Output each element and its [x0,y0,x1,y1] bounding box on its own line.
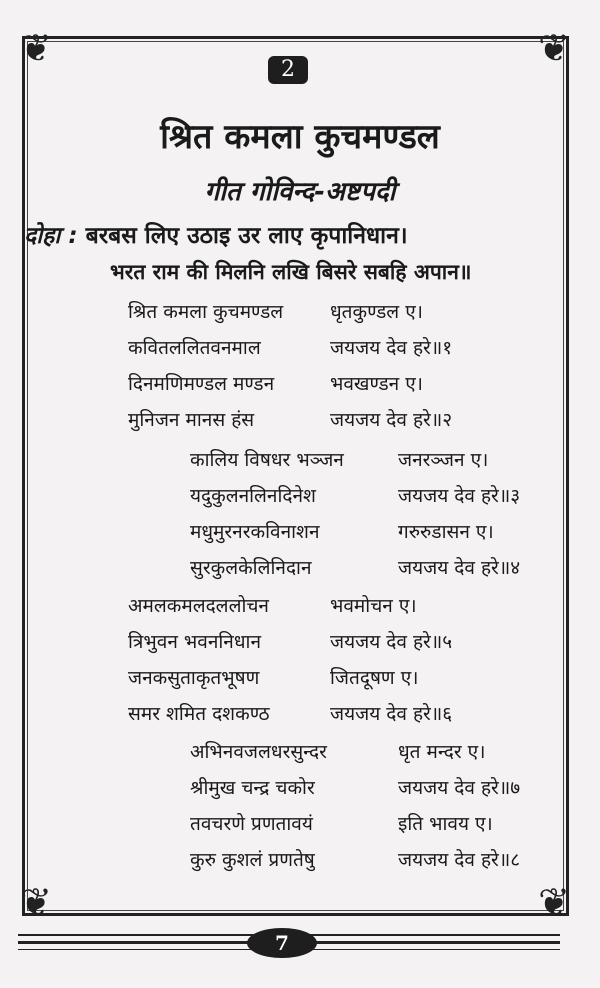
verse-text-right: जयजय देव हरे॥८ [398,849,521,871]
verse-line [190,446,489,472]
verse-line [190,518,494,544]
page-subtitle: गीत गोविन्द-अष्टपदी [204,177,396,207]
verse-text-left: तवचरणे प्रणतावयं [190,813,313,835]
chapter-number-badge: 2 [268,56,308,84]
floral-corner-icon: ❦ [20,26,52,70]
verse-line [128,700,453,726]
verse-text-left: अमलकमलदललोचन [128,595,269,617]
verse-line [190,482,521,508]
verse-line [128,664,419,690]
verse-text-left: कालिय विषधर भञ्जन [190,449,344,471]
verse-text-left: अभिनवजलधरसुन्दर [190,741,327,763]
verse-text-right: धृत मन्दर ए। [398,741,486,763]
doha-text-1: बरबस लिए उठाइ उर लाए कृपानिधान। [85,223,408,249]
verse-text-left: श्रित कमला कुचमण्डल [128,301,284,323]
verse-line [128,334,453,360]
floral-corner-icon: ❦ [20,880,52,924]
verse-text-right: जनरञ्जन ए। [398,449,489,471]
verse-text-right: जयजय देव हरे॥१ [330,337,453,359]
verse-text-left: यदुकुलनलिनदिनेश [190,485,316,507]
verse-text-right: इति भावय ए। [398,813,493,835]
verse-text-left: दिनमणिमण्डल मण्डन [128,373,275,395]
verse-text-right: जयजय देव हरे॥६ [330,703,453,725]
verse-line [190,774,521,800]
verse-text-right: जयजय देव हरे॥२ [330,409,453,431]
verse-line [190,810,493,836]
verse-text-right: धृतकुण्डल ए। [330,301,423,323]
floral-corner-icon: ❦ [538,26,570,70]
verse-text-left: श्रीमुख चन्द्र चकोर [190,777,315,799]
verse-text-left: सुरकुलकेलिनिदान [190,557,312,579]
verse-text-right: जयजय देव हरे॥५ [330,631,453,653]
page-number: 7 [247,928,317,958]
verse-text-left: समर शमित दशकण्ठ [128,703,270,725]
verse-text-right: भवमोचन ए। [330,595,417,617]
verse-line [128,592,417,618]
doha-line-1 [24,218,584,250]
verse-text-left: त्रिभुवन भवननिधान [128,631,261,653]
page-title: श्रित कमला कुचमण्डल [160,117,440,157]
verse-text-right: जयजय देव हरे॥४ [398,557,521,579]
verse-text-right: जयजय देव हरे॥३ [398,485,521,507]
doha-line-2: भरत राम की मिलनि लखि बिसरे सबहि अपान॥ [110,260,472,284]
doha-label: दोहा : [24,223,78,249]
verse-line [190,738,486,764]
verse-text-right: गरुरुडासन ए। [398,521,494,543]
verse-text-left: मुनिजन मानस हंस [128,409,255,431]
verse-line [128,406,453,432]
verse-text-left: जनकसुताकृतभूषण [128,667,260,689]
verse-line [190,846,521,872]
floral-corner-icon: ❦ [538,880,570,924]
verse-text-left: कुरु कुशलं प्रणतेषु [190,849,315,871]
verse-text-left: कवितललितवनमाल [128,337,261,359]
verse-text-right: जयजय देव हरे॥७ [398,777,521,799]
verse-line [128,298,423,324]
verse-line [190,554,521,580]
verse-text-right: जितदूषण ए। [330,667,419,689]
verse-line [128,370,423,396]
verse-line [128,628,453,654]
verse-text-right: भवखण्डन ए। [330,373,423,395]
verse-text-left: मधुमुरनरकविनाशन [190,521,320,543]
